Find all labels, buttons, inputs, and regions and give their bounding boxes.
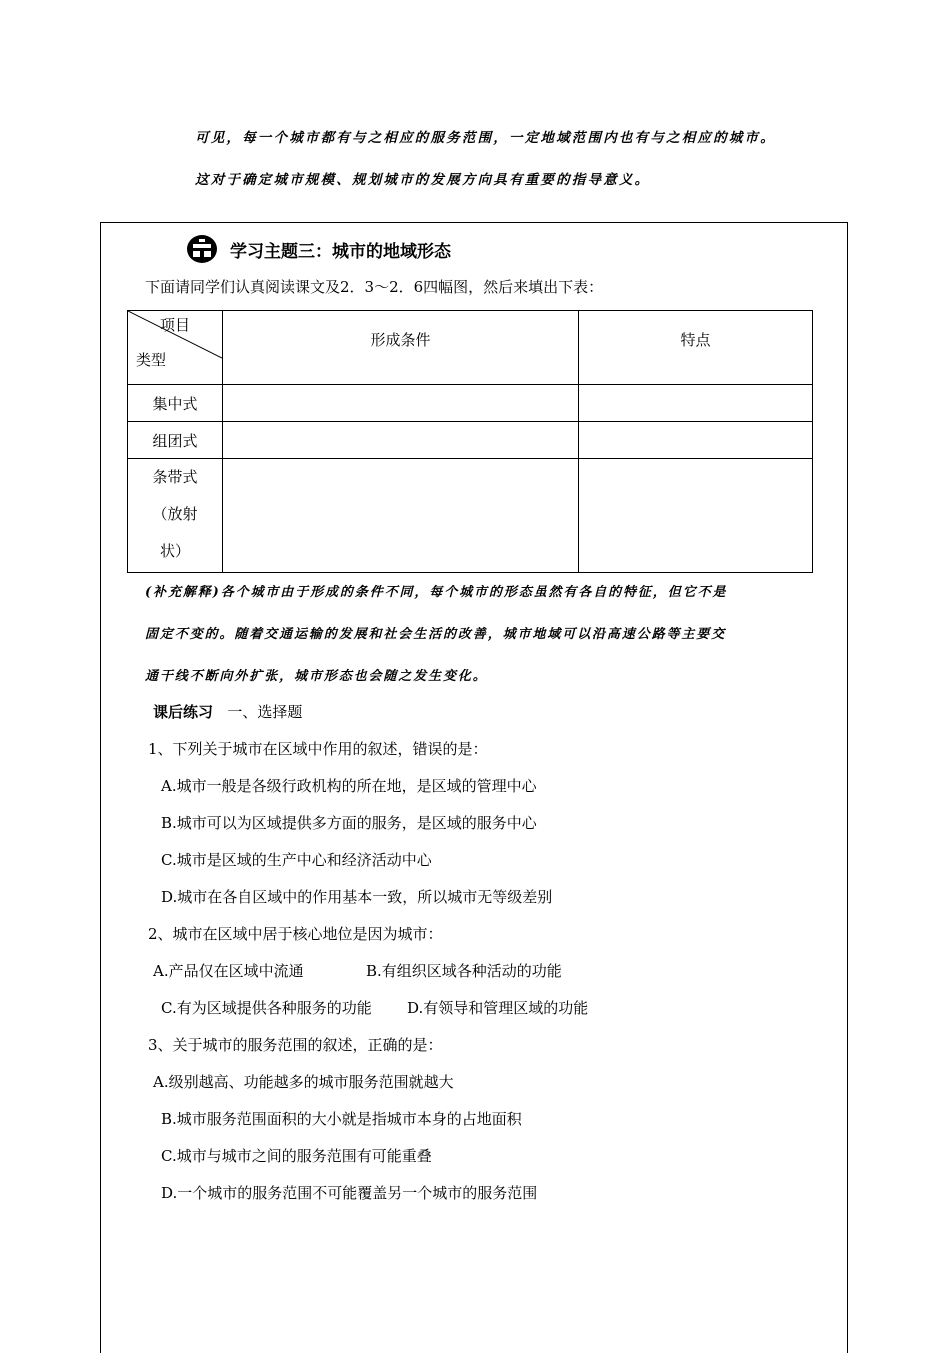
q3-option-b[interactable]: B.城市服务范围面积的大小就是指城市本身的占地面积 — [161, 1110, 522, 1128]
feature-cell[interactable] — [579, 422, 813, 459]
q3-option-d[interactable]: D.一个城市的服务范围不可能覆盖另一个城市的服务范围 — [161, 1184, 538, 1202]
exercise-heading-line — [153, 701, 302, 722]
table-row — [128, 459, 813, 573]
q2-option-a[interactable]: A.产品仅在区域中流通 — [153, 962, 304, 980]
feature-cell[interactable] — [579, 385, 813, 422]
city-form-table — [127, 310, 813, 573]
q3-option-c[interactable]: C.城市与城市之间的服务范围有可能重叠 — [161, 1147, 432, 1165]
q2-option-b[interactable]: B.有组织区域各种活动的功能 — [366, 962, 562, 980]
q1-option-c[interactable]: C.城市是区域的生产中心和经济活动中心 — [161, 851, 432, 869]
q3-stem: 3、关于城市的服务范围的叙述，正确的是： — [148, 1036, 443, 1054]
note-line-1: (补充解释)各个城市由于形成的条件不同，每个城市的形态虽然有各自的特征，但它不是 — [145, 585, 728, 600]
condition-cell[interactable] — [223, 459, 579, 573]
q1-option-b[interactable]: B.城市可以为区域提供多方面的服务，是区域的服务中心 — [161, 814, 537, 832]
q2-option-c[interactable]: C.有为区域提供各种服务的功能 — [161, 999, 372, 1017]
q1-option-d[interactable]: D.城市在各自区域中的作用基本一致，所以城市无等级差别 — [161, 888, 553, 906]
intro-line-1: 可见，每一个城市都有与之相应的服务范围，一定地域范围内也有与之相应的城市。 — [195, 130, 776, 146]
exercise-heading: 课后练习 — [153, 703, 214, 721]
header-item-label: 项目 — [160, 316, 191, 334]
study-topic-icon — [187, 235, 217, 263]
diagonal-header-cell — [128, 311, 223, 385]
note-line-2: 固定不变的。随着交通运输的发展和社会生活的改善，城市地域可以沿高速公路等主要交 — [145, 627, 727, 642]
header-condition: 形成条件 — [223, 311, 579, 385]
header-type-label: 类型 — [136, 351, 167, 369]
q1-option-a[interactable]: A.城市一般是各级行政机构的所在地，是区域的管理中心 — [161, 777, 537, 795]
topic-instruction: 下面请同学们认真阅读课文及2．3～2．6四幅图，然后来填出下表： — [145, 278, 604, 296]
condition-cell[interactable] — [223, 385, 579, 422]
study-topic-box — [100, 222, 848, 1353]
intro-line-2: 这对于确定城市规模、规划城市的发展方向具有重要的指导意义。 — [195, 172, 651, 188]
q2-stem: 2、城市在区域中居于核心地位是因为城市： — [148, 925, 443, 943]
exercise-section: 一、选择题 — [227, 703, 303, 721]
table-row — [128, 385, 813, 422]
row-type-cell: 条带式 （放射 状） — [128, 459, 223, 573]
table-row — [128, 422, 813, 459]
q2-option-d[interactable]: D.有领导和管理区域的功能 — [407, 999, 589, 1017]
feature-cell[interactable] — [579, 459, 813, 573]
note-line-3: 通干线不断向外扩张，城市形态也会随之发生变化。 — [145, 669, 488, 684]
q3-option-a[interactable]: A.级别越高、功能越多的城市服务范围就越大 — [153, 1073, 454, 1091]
row-type-cell: 组团式 — [128, 422, 223, 459]
q1-stem: 1、下列关于城市在区域中作用的叙述，错误的是： — [148, 740, 488, 758]
row-type-cell: 集中式 — [128, 385, 223, 422]
condition-cell[interactable] — [223, 422, 579, 459]
topic-title: 学习主题三：城市的地域形态 — [230, 242, 451, 262]
header-feature: 特点 — [579, 311, 813, 385]
